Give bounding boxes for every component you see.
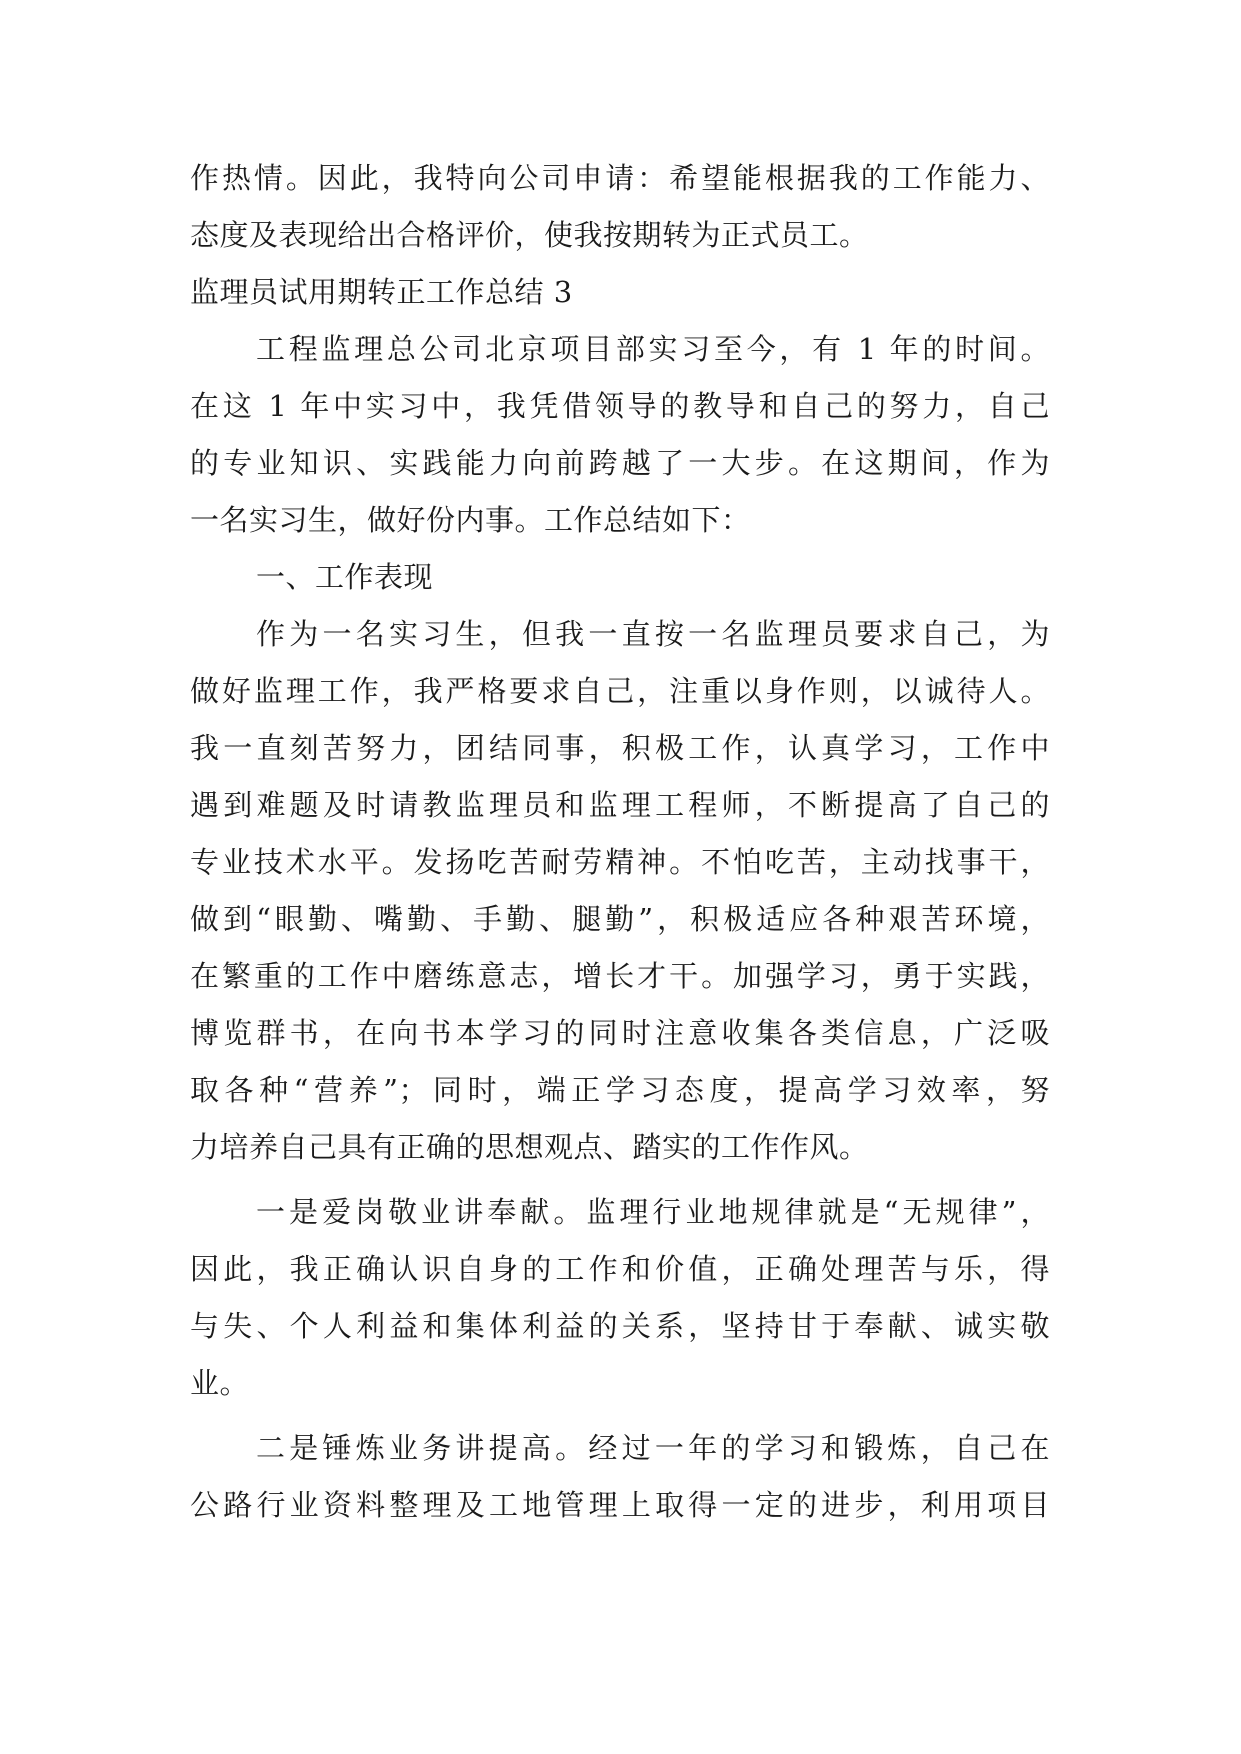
body-line: 一是爱岗敬业讲奉献。监理行业地规律就是“无规律”， [256,1195,1050,1229]
body-line: 与失、个人利益和集体利益的关系，坚持甘于奉献、诚实敬 [190,1309,1050,1343]
body-line: 态度及表现给出合格评价，使我按期转为正式员工。 [190,218,869,252]
body-line: 作热情。因此，我特向公司申请：希望能根据我的工作能力、 [190,161,1050,195]
body-line: 专业技术水平。发扬吃苦耐劳精神。不怕吃苦，主动找事干， [190,845,1050,879]
body-line: 业。 [190,1366,250,1400]
document-body [190,150,1050,1534]
body-line: 做好监理工作，我严格要求自己，注重以身作则，以诚待人。 [190,674,1050,708]
body-line: 在这 1 年中实习中，我凭借领导的教导和自己的努力，自己 [190,389,1050,423]
paragraph-gap [190,1412,1050,1420]
body-line: 我一直刻苦努力，团结同事，积极工作，认真学习，工作中 [190,731,1050,765]
body-line: 因此，我正确认识自身的工作和价值，正确处理苦与乐，得 [190,1252,1050,1286]
section-title: 监理员试用期转正工作总结 3 [190,275,573,309]
body-line: 二是锤炼业务讲提高。经过一年的学习和锻炼，自己在 [256,1431,1050,1465]
body-line: 取各种“营养”；同时，端正学习态度，提高学习效率，努 [190,1073,1050,1107]
body-line: 做到“眼勤、嘴勤、手勤、腿勤”，积极适应各种艰苦环境， [190,902,1050,936]
body-line: 一名实习生，做好份内事。工作总结如下： [190,503,751,537]
body-line: 遇到难题及时请教监理员和监理工程师，不断提高了自己的 [190,788,1050,822]
body-line: 力培养自己具有正确的思想观点、踏实的工作作风。 [190,1130,869,1164]
paragraph-gap [190,1176,1050,1184]
body-line: 公路行业资料整理及工地管理上取得一定的进步，利用项目 [190,1488,1050,1522]
body-line: 博览群书，在向书本学习的同时注意收集各类信息，广泛吸 [190,1016,1050,1050]
body-line: 工程监理总公司北京项目部实习至今，有 1 年的时间。 [256,332,1050,366]
body-line: 的专业知识、实践能力向前跨越了一大步。在这期间，作为 [190,446,1050,480]
subsection-title: 一、工作表现 [256,560,434,594]
body-line: 在繁重的工作中磨练意志，增长才干。加强学习，勇于实践， [190,959,1050,993]
body-line: 作为一名实习生，但我一直按一名监理员要求自己，为 [256,617,1050,651]
